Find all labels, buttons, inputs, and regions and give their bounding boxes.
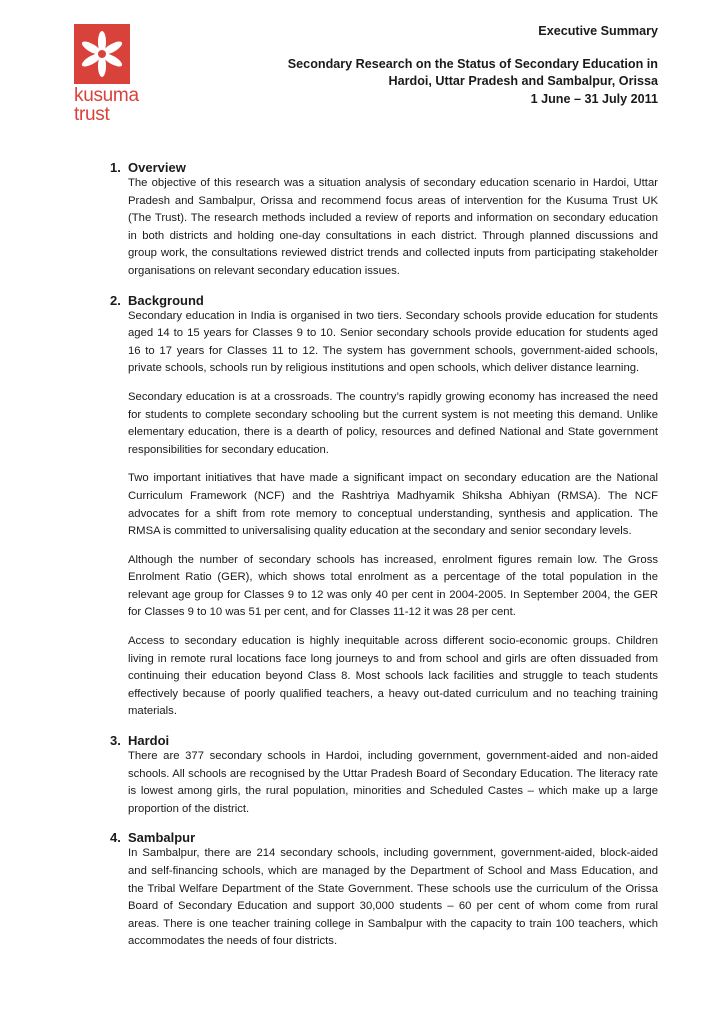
section-heading — [110, 293, 658, 308]
date-range: 1 June – 31 July 2011 — [530, 91, 658, 106]
paragraph: Two important initiatives that have made a significant impact on secondary education are the National Curriculum Framework (NCF) and the Rashtriya Madhyamik Shiksha Abhiyan (RMSA). The NCF advocates for a shift from rote memory to conceptual understanding, synthesis and application. The RMSA is committed to universalising quality education at the secondary and senior secondary levels. — [128, 472, 658, 538]
title-line-1: Secondary Research on the Status of Secondary Education in — [287, 56, 658, 71]
section-heading — [110, 733, 658, 748]
section-title: Sambalpur — [128, 830, 196, 846]
section-title: Overview — [128, 160, 186, 175]
paragraph: There are 377 secondary schools in Hardoi, including government, government-aided and non-aided schools. All schools are recognised by the Uttar Pradesh Board of Secondary Education. The literacy rate is lowest among girls, the rural population, minorities and Scheduled Castes – which make up a large proportion of the district. — [128, 750, 658, 815]
section-overview — [110, 160, 658, 281]
flower-icon — [74, 24, 130, 84]
section-heading — [110, 160, 658, 175]
section-number: 2. — [110, 292, 121, 308]
paragraph: Although the number of secondary schools has increased, enrolment figures remain low. The Gross Enrolment Ratio (GER), which shows total enrolment as a percentage of the total population in the relevant age group for Classes 9 to 12 was only 40 per cent in 2004-2005. In September 2004, the GER for Classes 9 to 10 was 51 per cent, and for Classes 11-12 it was 28 per cent. — [128, 553, 658, 619]
section-title: Background — [128, 292, 204, 308]
section-number: 1. — [110, 160, 121, 175]
paragraph: Access to secondary education is highly inequitable across different socio-economic groups. Children living in remote rural locations face long journeys to and from school and girls are often dissuaded from continuing their education beyond Class 8. Most schools lack facilities and struggle to teach students effectively because of poorly qualified teachers, a heavy out-dated curriculum and no teaching training materials. — [128, 635, 658, 718]
section-hardoi — [110, 733, 658, 818]
section-background — [110, 293, 658, 721]
section-title: Hardoi — [128, 733, 170, 749]
section-tag: Executive Summary — [538, 24, 658, 38]
section-sambalpur — [110, 830, 658, 951]
section-heading — [110, 830, 658, 845]
section-number: 4. — [110, 830, 121, 846]
paragraph: Secondary education in India is organised in two tiers. Secondary schools provide education for students aged 14 to 15 years for Classes 9 to 10. Senior secondary schools provide education for students aged 16 to 17 years for Classes 11 to 12. The system has government schools, government-aided schools, private schools, schools run by religious institutions and open schools, which deliver distance learning. — [128, 309, 658, 375]
title-line-2: Hardoi, Uttar Pradesh and Sambalpur, Orissa — [388, 74, 658, 88]
section-number: 3. — [110, 733, 121, 749]
document-header — [218, 23, 658, 108]
kusuma-trust-logo — [74, 24, 184, 142]
paragraph: The objective of this research was a situation analysis of secondary education scenario in Hardoi, Uttar Pradesh and Sambalpur, Orissa and recommend focus areas of intervention for the Kusuma Trust UK (The Trust). The research methods included a review of reports and information on secondary education in both districts and holding one-day consultations in each district. Through planned discussions and group work, the consultations reviewed district trends and collected inputs from participating stakeholder organisations on relevant secondary education issues. — [128, 177, 658, 277]
document-body — [110, 160, 658, 963]
logo-wordmark: kusuma trust — [74, 85, 139, 125]
paragraph: Secondary education is at a crossroads. The country’s rapidly growing economy has increased the need for students to complete secondary schooling but the current system is not meeting this demand. Unlike elementary education, there is a dearth of policy, resources and defined National and State government responsibilities for secondary education. — [128, 390, 658, 456]
paragraph: In Sambalpur, there are 214 secondary schools, including government, government-aided, block-aided and self-financing schools, which are managed by the Department of School and Mass Education, and the Tribal Welfare Department of the State Government. These schools use the curriculum of the Orissa Board of Secondary Education and support 30,000 students – 60 per cent of whom come from rural areas. There is one teacher training college in Sambalpur with the capacity to train 100 teachers, which accommodates the needs of four districts. — [128, 847, 658, 948]
